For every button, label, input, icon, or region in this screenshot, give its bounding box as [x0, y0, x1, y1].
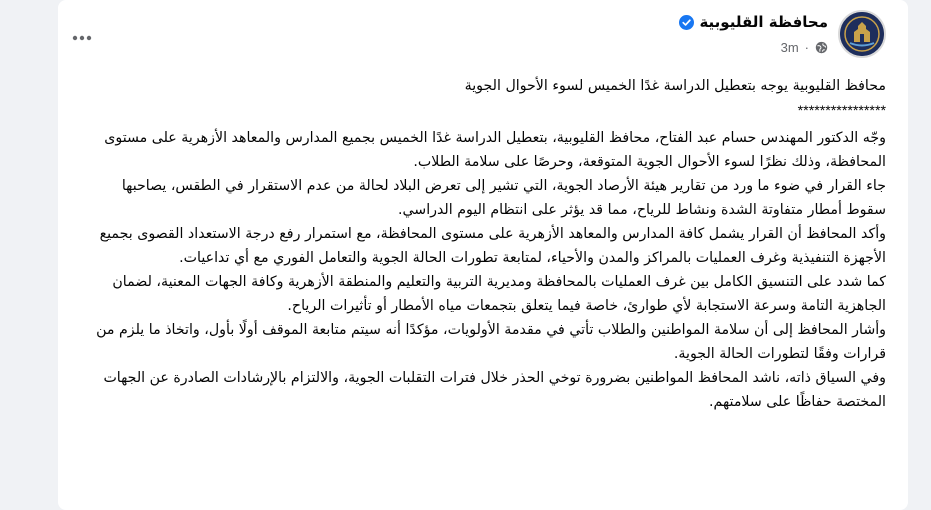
post-card: [58, 0, 908, 510]
post-paragraph: وجّه الدكتور المهندس حسام عبد الفتاح، محافظ القليوبية، بتعطيل الدراسة غدًا الخميس بجميع المدارس والمعاهد الأزهرية على مستوى المحافظة، وذلك نظرًا لسوء الأحوال الجوية المتوقعة، وحرصًا على سلامة الطلاب.: [104, 130, 886, 170]
post-header: [58, 0, 908, 72]
meta-separator: ·: [804, 40, 809, 55]
post-meta: [781, 40, 828, 55]
post-separator-stars: ****************: [797, 103, 886, 119]
post-paragraph: كما شدد على التنسيق الكامل بين غرف العمليات بالمحافظة ومديرية التربية والتعليم والمنطقة الأزهرية وكافة الجهات المعنية، لضمان الجاهزية التامة وسرعة الاستجابة لأي طوارئ، خاصة فيما يتعلق بتجمعات مياه الأمطار أو تأثيرات الرياح.: [112, 274, 886, 314]
verified-badge-icon: [679, 15, 694, 30]
post-title: محافظ القليوبية يوجه بتعطيل الدراسة غدًا الخميس لسوء الأحوال الجوية: [464, 78, 886, 94]
post-paragraph: وأشار المحافظ إلى أن سلامة المواطنين والطلاب تأتي في مقدمة الأولويات، مؤكدًا أنه سيتم متابعة الموقف أولًا بأول، واتخاذ ما يلزم من قرارات وفقًا لتطورات الحالة الجوية.: [96, 322, 886, 362]
governorate-seal-logo: [840, 12, 884, 56]
post-paragraph: وفي السياق ذاته، ناشد المحافظ المواطنين بضرورة توخي الحذر خلال فترات التقلبات الجوية، والالتزام بالإرشادات الصادرة عن الجهات المختصة حفاظًا على سلامتهم.: [103, 370, 886, 410]
page-name[interactable]: محافظة القليوبية: [699, 13, 828, 31]
post-paragraph: جاء القرار في ضوء ما ورد من تقارير هيئة الأرصاد الجوية، التي تشير إلى تعرض البلاد لحالة من عدم الاستقرار في الطقس، يصاحبها سقوط أمطار متفاوتة الشدة ونشاط للرياح، مما قد يؤثر على انتظام اليوم الدراسي.: [121, 178, 886, 218]
globe-icon[interactable]: [815, 41, 828, 54]
page-name-row: [679, 13, 828, 31]
more-options-button[interactable]: [64, 26, 100, 50]
page-avatar[interactable]: [838, 10, 886, 58]
more-horizontal-icon: [72, 35, 92, 41]
post-paragraph: وأكد المحافظ أن القرار يشمل كافة المدارس والمعاهد الأزهرية على مستوى المحافظة، مع استمرار رفع درجة الاستعداد القصوى بجميع الأجهزة التنفيذية وغرف العمليات بالمراكز والمدن والأحياء، لمتابعة تطورات الحالة الجوية والتعامل الفوري مع أي تداعيات.: [99, 226, 886, 266]
post-text: [78, 74, 886, 414]
post-timestamp[interactable]: 3m: [780, 40, 799, 55]
